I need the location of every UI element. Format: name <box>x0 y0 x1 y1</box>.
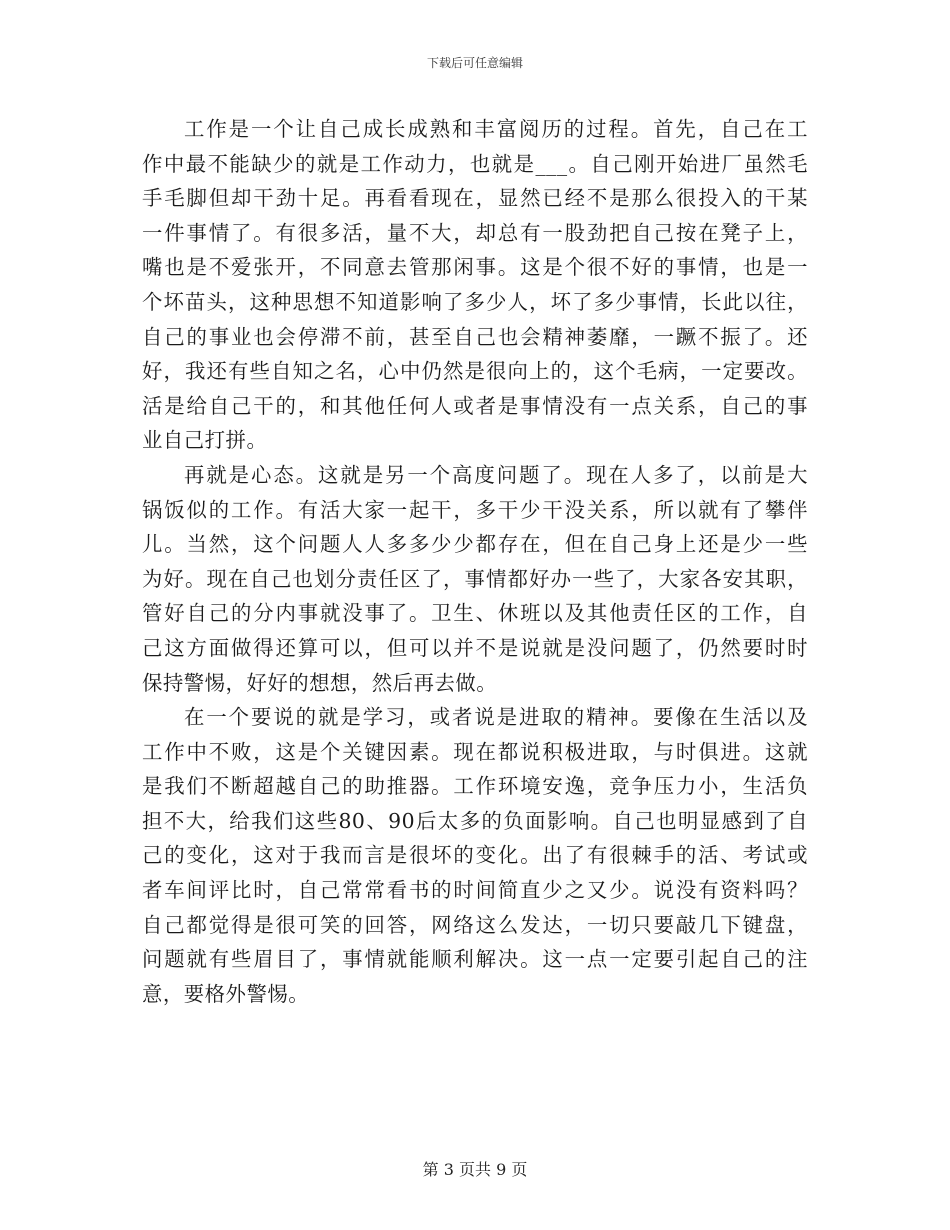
text-line: 嘴也是不爱张开，不同意去管那闲事。这是个很不好的事情，也是一 <box>142 255 808 280</box>
text-line: 儿。当然，这个问题人人多多少少都存在，但在自己身上还是少一些 <box>142 532 808 557</box>
text-line: 活是给自己干的，和其他任何人或者是事情没有一点关系，自己的事 <box>142 393 808 418</box>
text-line: 再就是心态。这就是另一个高度问题了。现在人多了，以前是大 <box>184 462 808 487</box>
text-line: 工作中不败，这是个关键因素。现在都说积极进取，与时俱进。这就 <box>142 739 808 764</box>
text-line: 意，要格外警惕。 <box>142 981 310 1006</box>
text-line: 担不大，给我们这些80、90后太多的负面影响。自己也明显感到了自 <box>142 808 808 833</box>
text-line: 者车间评比时，自己常常看书的时间简直少之又少。说没有资料吗？ <box>142 878 808 903</box>
page-footer: 第 3 页共 9 页 <box>422 1160 528 1179</box>
text-line: 作中最不能缺少的就是工作动力，也就是___。自己刚开始进厂虽然毛 <box>142 151 808 176</box>
text-line: 锅饭似的工作。有活大家一起干，多干少干没关系，所以就有了攀伴 <box>142 497 808 522</box>
text-line: 一件事情了。有很多活，量不大，却总有一股劲把自己按在凳子上， <box>142 220 808 245</box>
text-line: 是我们不断超越自己的助推器。工作环境安逸，竞争压力小，生活负 <box>142 774 808 799</box>
document-body <box>142 112 808 1011</box>
text-line: 己这方面做得还算可以，但可以并不是说就是没问题了，仍然要时时 <box>142 635 808 660</box>
text-line: 自己都觉得是很可笑的回答，网络这么发达，一切只要敲几下键盘， <box>142 912 808 937</box>
text-line: 自己的事业也会停滞不前，甚至自己也会精神萎靡，一蹶不振了。还 <box>142 324 808 349</box>
text-line: 个坏苗头，这种思想不知道影响了多少人，坏了多少事情，长此以往， <box>142 289 808 314</box>
text-line: 工作是一个让自己成长成熟和丰富阅历的过程。首先，自己在工 <box>184 117 808 141</box>
page-header: 下载后可任意编辑 <box>426 56 523 70</box>
text-line: 手毛脚但却干劲十足。再看看现在，显然已经不是那么很投入的干某 <box>142 186 808 211</box>
text-line: 管好自己的分内事就没事了。卫生、休班以及其他责任区的工作，自 <box>142 601 808 626</box>
text-line: 好，我还有些自知之名，心中仍然是很向上的，这个毛病，一定要改。 <box>142 359 808 384</box>
text-line: 为好。现在自己也划分责任区了，事情都好办一些了，大家各安其职， <box>142 566 808 591</box>
text-line: 己的变化，这对于我而言是很坏的变化。出了有很棘手的活、考试或 <box>142 843 808 868</box>
text-line: 在一个要说的就是学习，或者说是进取的精神。要像在生活以及 <box>184 705 808 730</box>
text-line: 问题就有些眉目了，事情就能顺利解决。这一点一定要引起自己的注 <box>142 947 808 972</box>
text-line: 保持警惕，好好的想想，然后再去做。 <box>142 670 498 695</box>
text-line: 业自己打拼。 <box>142 428 268 453</box>
